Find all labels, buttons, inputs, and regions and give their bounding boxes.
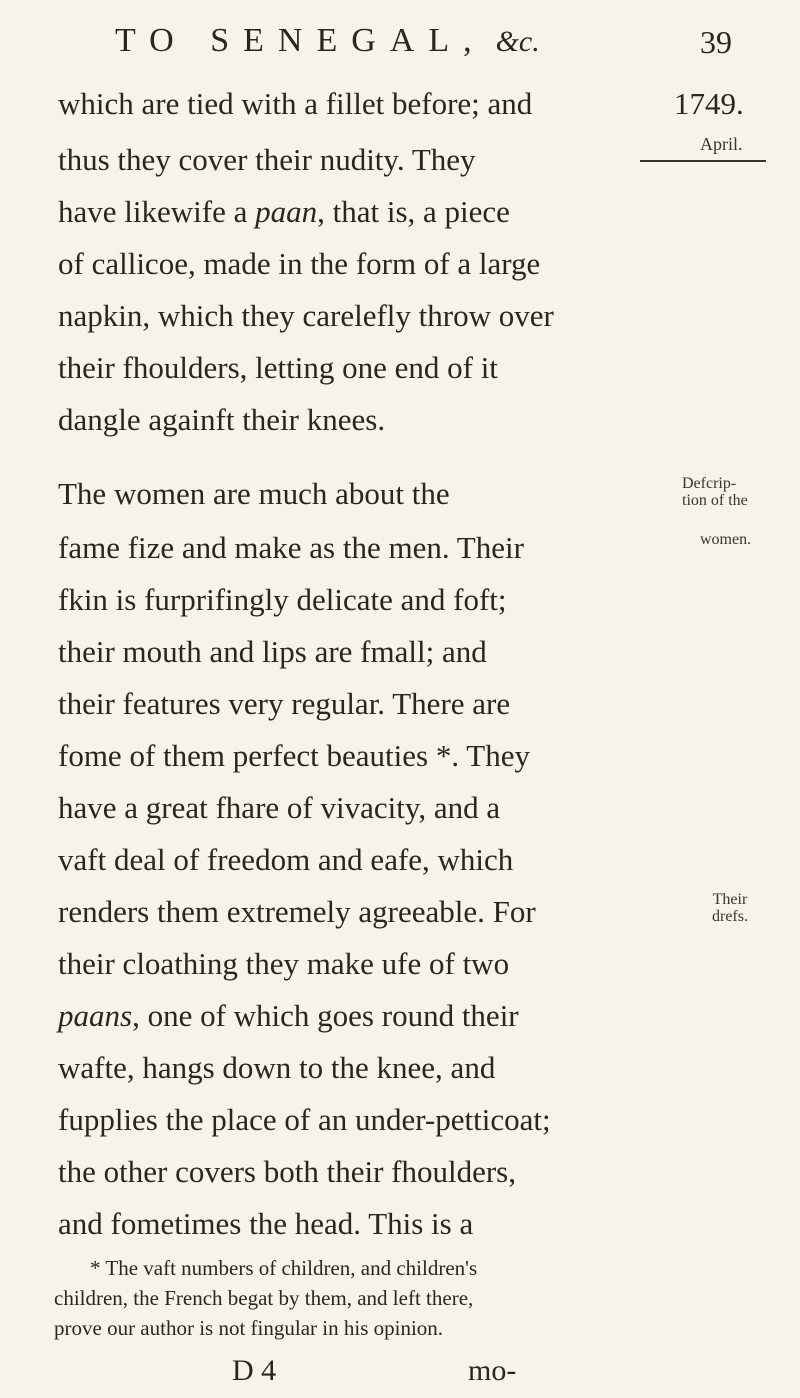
text-line: have a great fhare of vivacity, and a [58, 790, 501, 825]
running-header [115, 22, 540, 60]
text-line [58, 196, 510, 227]
margin-month: April. [700, 134, 743, 154]
margin-note-line: Their [712, 891, 748, 908]
text-line: fame fize and make as the men. Their [58, 530, 524, 565]
text-line: vaft deal of freedom and eafe, which [58, 842, 514, 877]
text-line: wafte, hangs down to the knee, and [58, 1050, 496, 1085]
footnote-line: children, the French begat by them, and left there, [54, 1286, 474, 1310]
running-title-etc: &c. [495, 25, 540, 58]
margin-note-line: Defcrip- [682, 475, 737, 492]
page-number: 39 [700, 24, 732, 60]
text-line: their mouth and lips are fmall; and [58, 634, 487, 669]
margin-note-women: women. [700, 531, 752, 548]
text-line: fupplies the place of an under-petticoat; [58, 1102, 551, 1137]
text-line: thus they cover their nudity. They [58, 142, 476, 177]
margin-note-line: tion of the [682, 491, 748, 509]
text-line: their features very regular. There are [58, 686, 511, 721]
footnote-line: * The vaft numbers of children, and children's [90, 1256, 478, 1280]
margin-rule [640, 160, 766, 162]
text-line [58, 1000, 519, 1031]
italic-word: paan [255, 194, 318, 229]
text-line: fkin is furprifingly delicate and foft; [58, 582, 507, 617]
margin-year: 1749. [674, 86, 744, 121]
running-title: TO SENEGAL, [115, 22, 486, 59]
italic-word: paans [58, 998, 133, 1033]
text-line: of callicoe, made in the form of a large [58, 246, 541, 281]
text-line: their fhoulders, letting one end of it [58, 350, 498, 385]
signature-mark: D 4 [232, 1354, 277, 1387]
text-line: their cloathing they make ufe of two [58, 946, 510, 981]
text-line: which are tied with a fillet before; and [58, 86, 533, 121]
margin-note-line: drefs. [712, 907, 748, 925]
text-line: fome of them perfect beauties *. They [58, 738, 530, 773]
text-line: and fometimes the head. This is a [58, 1206, 474, 1241]
text-segment: , that is, a piece [317, 194, 510, 229]
text-segment: have likewife a [58, 194, 248, 229]
text-line: napkin, which they carelefly throw over [58, 298, 554, 333]
text-line: the other covers both their fhoulders, [58, 1154, 516, 1189]
margin-note-dress [712, 892, 748, 926]
text-line: renders them extremely agreeable. For [58, 894, 536, 929]
text-line: dangle againft their knees. [58, 402, 386, 437]
margin-note-description [682, 476, 794, 510]
catchword: mo- [468, 1354, 517, 1387]
footnote-line: prove our author is not fingular in his opinion. [54, 1316, 444, 1340]
text-segment: , one of which goes round their [132, 998, 519, 1033]
text-line: The women are much about the [58, 476, 450, 511]
